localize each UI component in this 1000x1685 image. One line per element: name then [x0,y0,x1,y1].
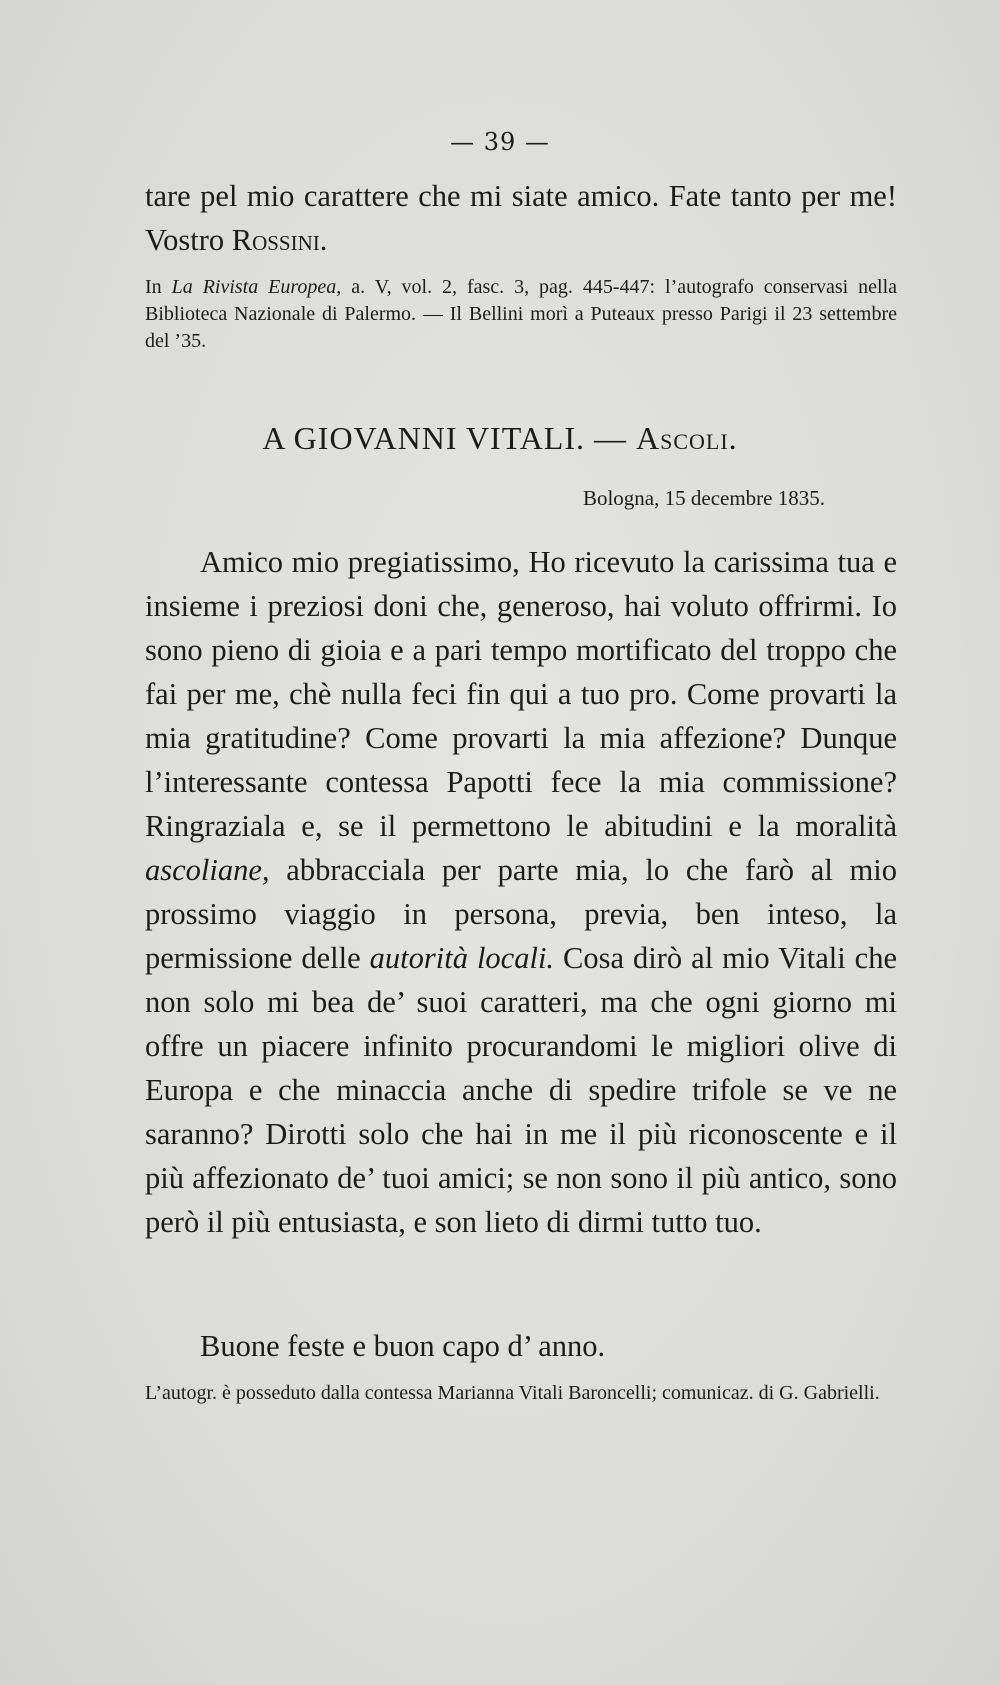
letter-body [145,540,897,1244]
letter-body-part3: Cosa dirò al mio Vitali che non solo mi bea de’ suoi caratteri, ma che ogni giorno mi offre un piacere infinito procurandomi le migliori olive di Europa e che minaccia anche di spedire trifole se ve ne saranno? Dirotti solo che hai in me il più riconoscente e il più affezionato de’ tuoi amici; se non sono il più antico, sono però il più entusiasta, e son lieto di dirmi tutto tuo. [145,941,898,1239]
letter-body-part2: abbracciala per parte mia, lo che farò al mio prossimo viaggio in persona, previa, ben inteso, la permissione delle [145,853,898,975]
footnote-prefix: In [145,276,162,298]
dateline: Bologna, 15 decembre 1835. [582,486,825,510]
letter-body-part1: Amico mio pregiatissimo, Ho ricevuto la carissima tua e insieme i preziosi doni che, generoso, hai voluto offrirmi. Io sono pieno di gioia e a pari tempo mortificato del troppo che fai per me, chè nulla feci fin qui a tuo pro. Come provarti la mia gratitudine? Come provarti la mia affezione? Dunque l’interessante contessa Papotti fece la mia commissione? Ringraziala e, se il permettono le abitudini e la moralità [145,545,897,843]
page-number: — 39 — [450,128,550,156]
letter-closing: Buone feste e buon capo d’ anno. [200,1329,606,1363]
heading-dash: — [594,420,627,456]
footnote-provenance: L’autogr. è posseduto dalla contessa Marianna Vitali Baroncelli; comunicaz. di G. Gabrielli. [145,1382,880,1404]
letter-continuation-text: tare pel mio carattere che mi siate amico. Fate tanto per me! Vostro [145,179,897,257]
recipient: A GIOVANNI VITALI. [262,420,585,456]
italic-ascoliane: ascoliane, [145,853,270,887]
signature: Rossini. [231,223,328,257]
letter-continuation [145,174,897,262]
footnote-text: a. V, vol. 2, fasc. 3, pag. 445-447: l’autografo conservasi nella Biblioteca Nazionale di Palermo. — Il Bellini morì a Puteaux presso Parigi il 23 settembre del ’35. [145,276,898,352]
italic-autorita-locali: autorità locali. [369,941,555,975]
journal-title: La Rivista Europea, [171,276,342,298]
place: Ascoli. [636,420,738,456]
footnote-source [145,274,897,355]
letter-heading [0,420,1000,457]
